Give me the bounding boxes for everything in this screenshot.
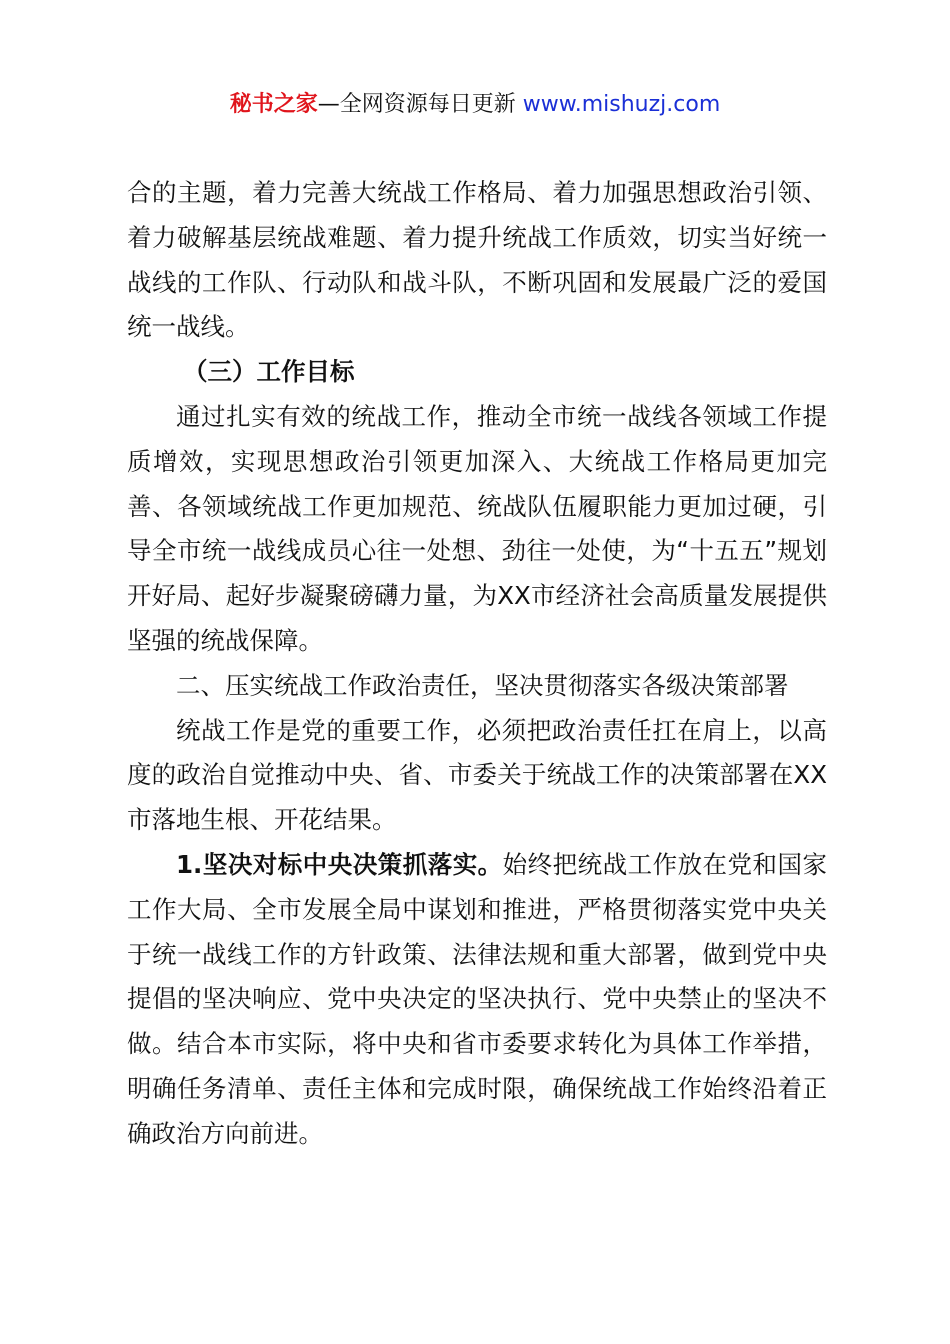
- document-body: [127, 171, 827, 1157]
- paragraph-work-goals: 通过扎实有效的统战工作，推动全市统一战线各领域工作提质增效，实现思想政治引领更加深入、大统战工作格局更加完善、各领域统战工作更加规范、统战队伍履职能力更加过硬，引导全市统一战线成员心往一处想、劲往一处使，为“十五五”规划开好局、起好步凝聚磅礴力量，为XX市经济社会高质量发展提供坚强的统战保障。: [127, 401, 827, 655]
- section-heading-work-goals: （三）工作目标: [183, 357, 355, 387]
- brand-name: 秘书之家: [229, 92, 318, 117]
- part-two-heading: 二、压实统战工作政治责任，坚决贯彻落实各级决策部署: [176, 670, 789, 700]
- paragraph-continuation: 合的主题，着力完善大统战工作格局、着力加强思想政治引领、着力破解基层统战难题、着力提升统战工作质效，切实当好统一战线的工作队、行动队和战斗队，不断巩固和发展最广泛的爱国统一战线。: [127, 178, 827, 342]
- item-one-title: 1.坚决对标中央决策抓落实。: [176, 849, 503, 879]
- item-one-body: 始终把统战工作放在党和国家工作大局、全市发展全局中谋划和推进，严格贯彻落实党中央关于统一战线工作的方针政策、法律法规和重大部署，做到党中央提倡的坚决响应、党中央决定的坚决执行、党中央禁止的坚决不做。结合本市实际，将中央和省市委要求转化为具体工作举措，明确任务清单、责任主体和完成时限，确保统战工作始终沿着正确政治方向前进。: [127, 849, 827, 1148]
- brand-tagline: —全网资源每日更新: [317, 92, 516, 117]
- item-one-paragraph: [127, 843, 827, 1157]
- site-url-link[interactable]: www.mishuzj.com: [522, 92, 721, 117]
- paragraph-part-two-intro: 统战工作是党的重要工作，必须把政治责任扛在肩上，以高度的政治自觉推动中央、省、市委关于统战工作的决策部署在XX市落地生根、开花结果。: [127, 715, 827, 835]
- site-watermark-header: [0, 88, 950, 122]
